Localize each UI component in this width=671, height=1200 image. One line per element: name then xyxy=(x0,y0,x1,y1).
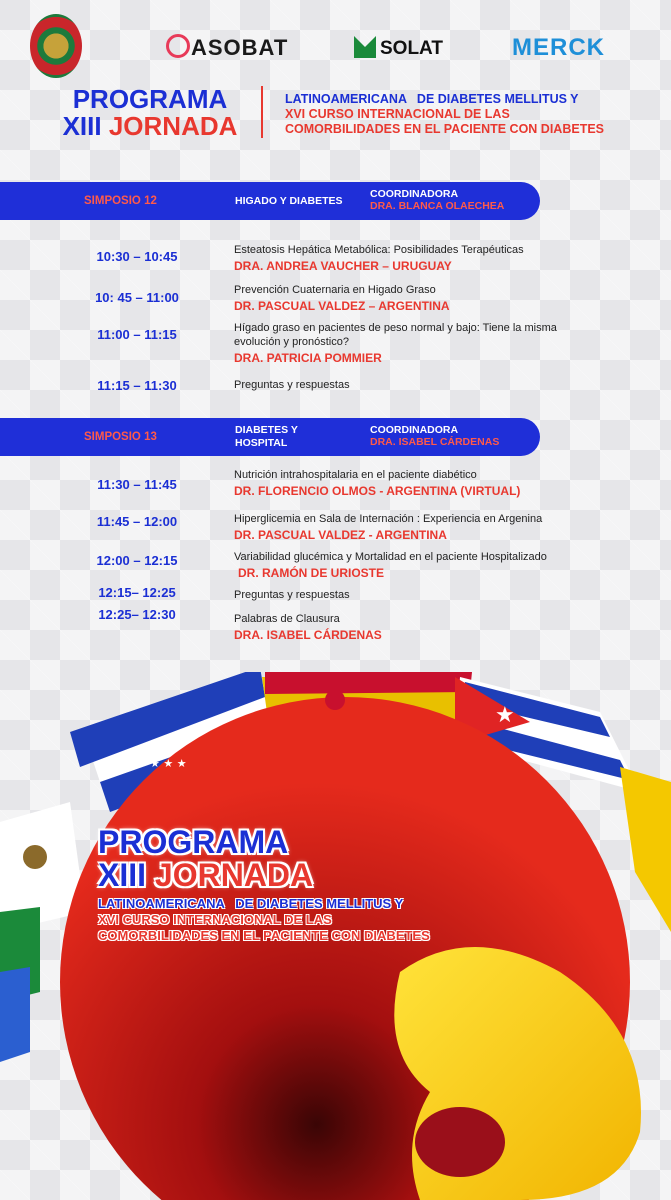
symposium-theme: HIGADO Y DIABETES xyxy=(235,195,343,207)
session-speaker: DR. FLORENCIO OLMOS - ARGENTINA (VIRTUAL) xyxy=(234,484,521,498)
session-title: Prevención Cuaternaria en Higado Graso xyxy=(234,284,436,296)
sponsor-logos xyxy=(0,14,671,84)
symposium-coordinator xyxy=(370,188,504,212)
session-item xyxy=(234,550,614,580)
session-time: 10:30 – 10:45 xyxy=(96,249,178,264)
program-title xyxy=(50,86,250,140)
dark-red-spot xyxy=(415,1107,505,1177)
program-title-number: XIII xyxy=(62,111,102,141)
footer-subtitle-line2: XVI CURSO INTERNACIONAL DE LAS xyxy=(98,912,332,927)
symposium-bar xyxy=(0,182,540,220)
footer-subtitle xyxy=(98,896,458,944)
solat-logo-text: SOLAT xyxy=(380,38,443,59)
session-time: 11:00 – 11:15 xyxy=(97,327,177,342)
footer-title xyxy=(98,826,313,892)
session-item xyxy=(234,468,614,498)
session-title: Palabras de Clausura xyxy=(234,613,340,625)
session-speaker: DR. PASCUAL VALDEZ – ARGENTINA xyxy=(234,299,450,313)
session-title: Preguntas y respuestas xyxy=(234,589,350,601)
footer-title-number: XIII xyxy=(98,857,147,893)
asobat-logo-text: ASOBAT xyxy=(191,35,289,60)
session-time: 12:00 – 12:15 xyxy=(96,553,178,568)
session-item xyxy=(234,378,614,392)
session-time: 11:15 – 11:30 xyxy=(97,378,177,393)
session-time: 12:15– 12:25 xyxy=(98,585,176,600)
session-item xyxy=(234,512,614,542)
coordinator-label: COORDINADORA xyxy=(370,424,459,436)
session-title: Hiperglicemia en Sala de Internación : Experiencia en Argenina xyxy=(234,513,543,525)
subtitle-line2: XVI CURSO INTERNACIONAL DE LAS xyxy=(285,107,510,121)
symposium-label: SIMPOSIO 13 xyxy=(84,431,157,443)
coordinator-name: DRA. BLANCA OLAECHEA xyxy=(370,200,505,212)
session-title: Esteatosis Hepática Metabólica: Posibilidades Terapéuticas xyxy=(234,244,524,256)
program-title-jornada: JORNADA xyxy=(108,111,238,141)
session-item xyxy=(234,243,614,273)
subtitle-line1: LATINOAMERICANA DE DIABETES MELLITUS Y xyxy=(285,92,579,106)
program-title-line1: PROGRAMA xyxy=(72,84,228,114)
session-title: Nutrición intrahospitalaria en el paciente diabético xyxy=(234,469,477,481)
symposium-label: SIMPOSIO 12 xyxy=(84,195,157,207)
footer-subtitle-line3: COMORBILIDADES EN EL PACIENTE CON DIABETES xyxy=(98,928,430,943)
session-title: Preguntas y respuestas xyxy=(234,379,350,391)
asobat-logo xyxy=(166,34,288,61)
coordinator-label: COORDINADORA xyxy=(370,188,459,200)
subtitle-line3: COMORBILIDADES EN EL PACIENTE CON DIABETES xyxy=(285,122,605,136)
solat-logo xyxy=(354,36,443,60)
session-speaker: DR. RAMÓN DE URIOSTE xyxy=(238,566,385,580)
mexico-eagle-icon xyxy=(23,845,47,869)
symposium-theme: DIABETES Y HOSPITAL xyxy=(235,424,298,449)
merck-logo: MERCK xyxy=(512,34,605,61)
session-time: 12:25– 12:30 xyxy=(98,607,176,622)
program-subtitle xyxy=(285,92,665,137)
session-item xyxy=(234,321,594,365)
footer-title-line1: PROGRAMA xyxy=(98,824,289,860)
footer-subtitle-line1: LATINOAMERICANA DE DIABETES MELLITUS Y xyxy=(98,896,404,911)
solat-mark-icon xyxy=(354,36,376,58)
honduras-stars-icon: ★ ★ ★ xyxy=(150,757,187,770)
session-speaker: DRA. ISABEL CÁRDENAS xyxy=(234,628,382,642)
session-item xyxy=(234,283,614,313)
spain-shield-icon xyxy=(325,690,345,710)
session-time: 10: 45 – 11:00 xyxy=(95,290,179,305)
cuba-star-icon: ★ xyxy=(495,703,515,728)
society-seal-icon xyxy=(30,14,82,78)
session-title: Variabilidad glucémica y Mortalidad en el paciente Hospitalizado xyxy=(234,551,547,563)
coordinator-name: DRA. ISABEL CÁRDENAS xyxy=(370,436,500,448)
header-divider xyxy=(261,86,263,138)
symposium-coordinator xyxy=(370,424,499,448)
session-time: 11:30 – 11:45 xyxy=(97,477,177,492)
session-time: 11:45 – 12:00 xyxy=(96,514,178,529)
symposium-bar xyxy=(0,418,540,456)
session-title: Hígado graso en pacientes de peso normal y bajo: Tiene la misma evolución y pronóstico? xyxy=(234,322,557,348)
session-speaker: DR. PASCUAL VALDEZ - ARGENTINA xyxy=(234,528,447,542)
session-speaker: DRA. PATRICIA POMMIER xyxy=(234,351,382,365)
session-item xyxy=(234,612,614,642)
session-item xyxy=(234,588,614,602)
footer-title-jornada: JORNADA xyxy=(154,857,314,893)
session-speaker: DRA. ANDREA VAUCHER – URUGUAY xyxy=(234,259,452,273)
